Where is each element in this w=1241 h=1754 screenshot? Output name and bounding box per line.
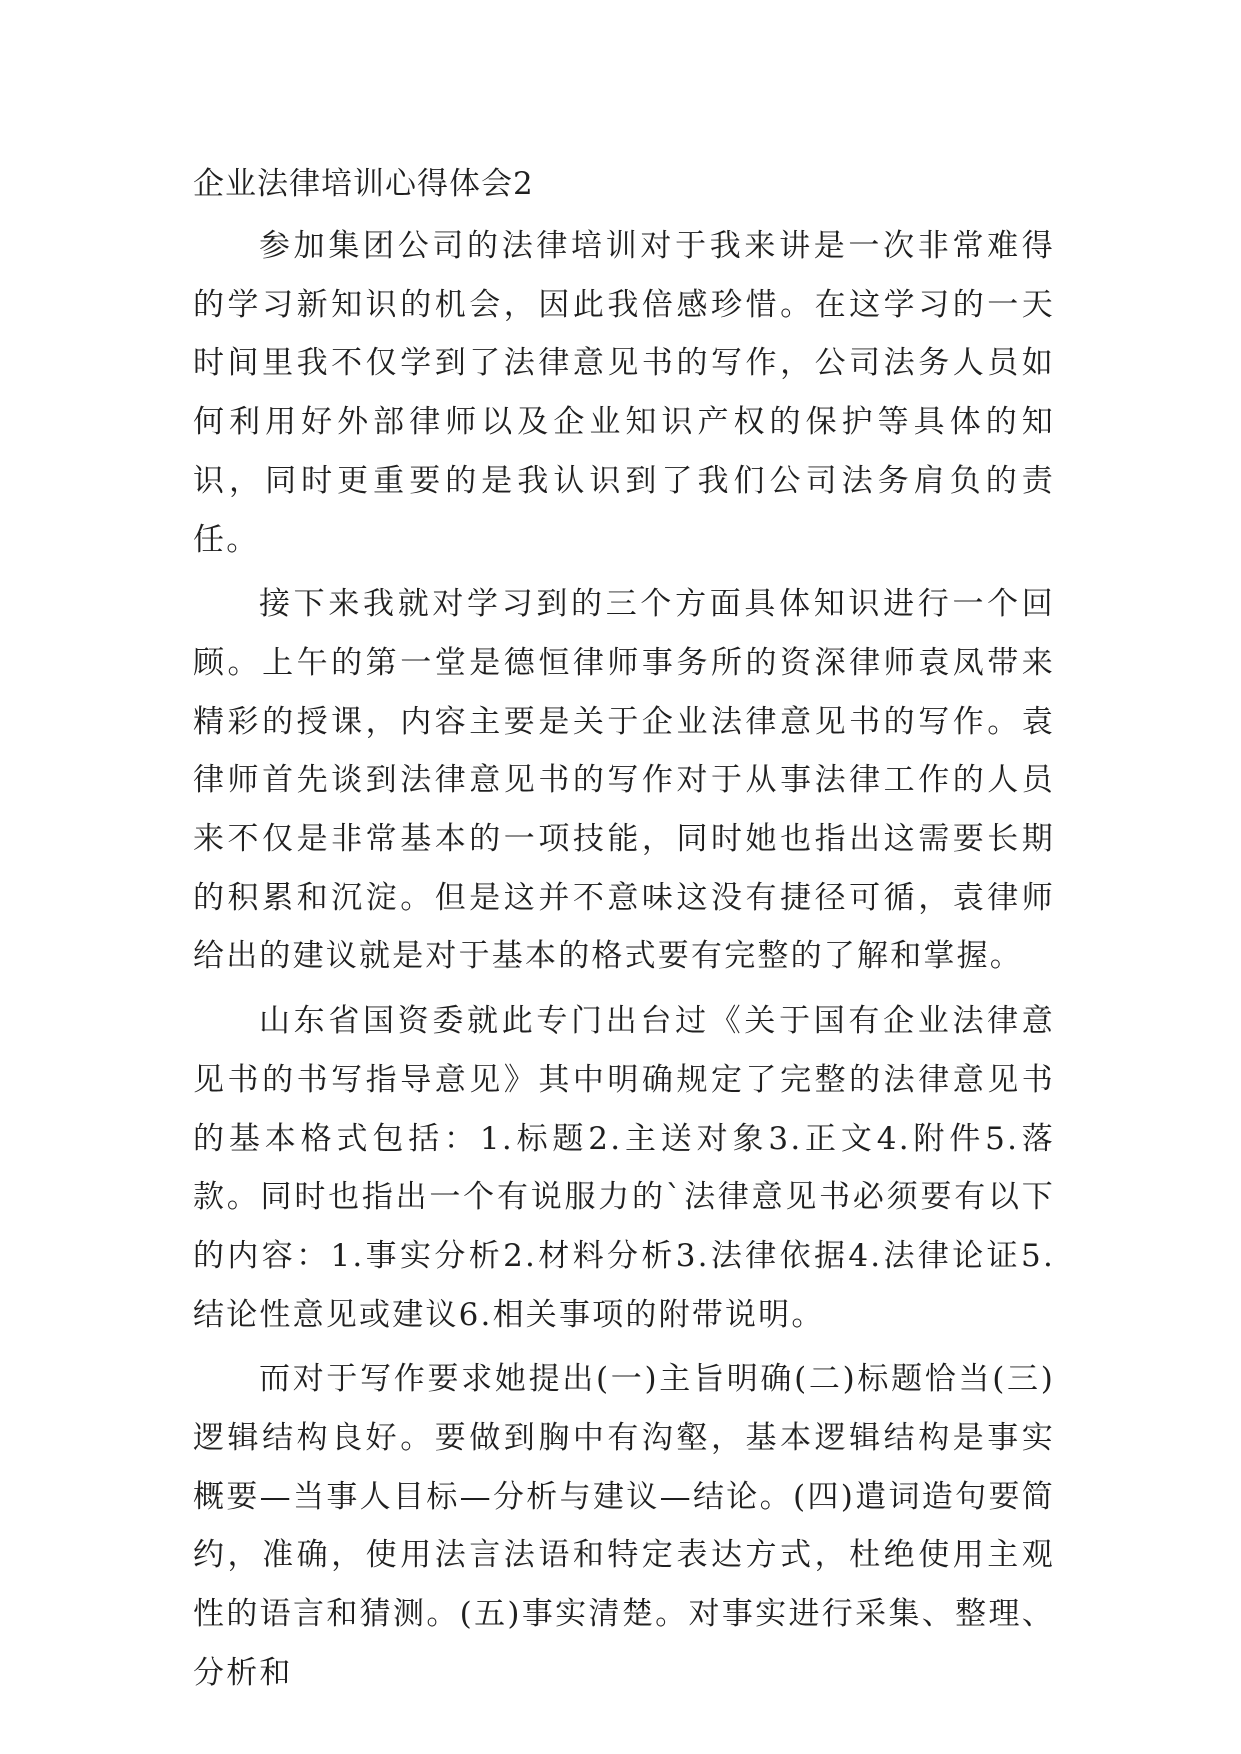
document-title: 企业法律培训心得体会2 — [193, 166, 534, 202]
paragraph-intro: 参加集团公司的法律培训对于我来讲是一次非常难得的学习新知识的机会，因此我倍感珍惜。在这学习的一天时间里我不仅学到了法律意见书的写作，公司法务人员如何利用好外部律师以及企业知识产权的保护等具体的知识，同时更重要的是我认识到了我们公司法务肩负的责任。 — [193, 228, 1055, 558]
document-body — [193, 155, 1055, 1703]
paragraph-requirements: 而对于写作要求她提出(一)主旨明确(二)标题恰当(三)逻辑结构良好。要做到胸中有沟壑，基本逻辑结构是事实概要—当事人目标—分析与建议—结论。(四)遣词造句要简约，准确，使用法言法语和特定表达方式，杜绝使用主观性的语言和猜测。(五)事实清楚。对事实进行采集、整理、分析和 — [193, 1361, 1055, 1691]
paragraph-review: 接下来我就对学习到的三个方面具体知识进行一个回顾。上午的第一堂是德恒律师事务所的资深律师袁凤带来精彩的授课，内容主要是关于企业法律意见书的写作。袁律师首先谈到法律意见书的写作对于从事法律工作的人员来不仅是非常基本的一项技能，同时她也指出这需要长期的积累和沉淀。但是这并不意味这没有捷径可循，袁律师给出的建议就是对于基本的格式要有完整的了解和掌握。 — [193, 586, 1055, 975]
paragraph-format: 山东省国资委就此专门出台过《关于国有企业法律意见书的书写指导意见》其中明确规定了完整的法律意见书的基本格式包括：1.标题2.主送对象3.正文4.附件5.落款。同时也指出一个有说服力的`法律意见书必须要有以下的内容：1.事实分析2.材料分析3.法律依据4.法律论证5.结论性意见或建议6.相关事项的附带说明。 — [193, 1003, 1055, 1333]
